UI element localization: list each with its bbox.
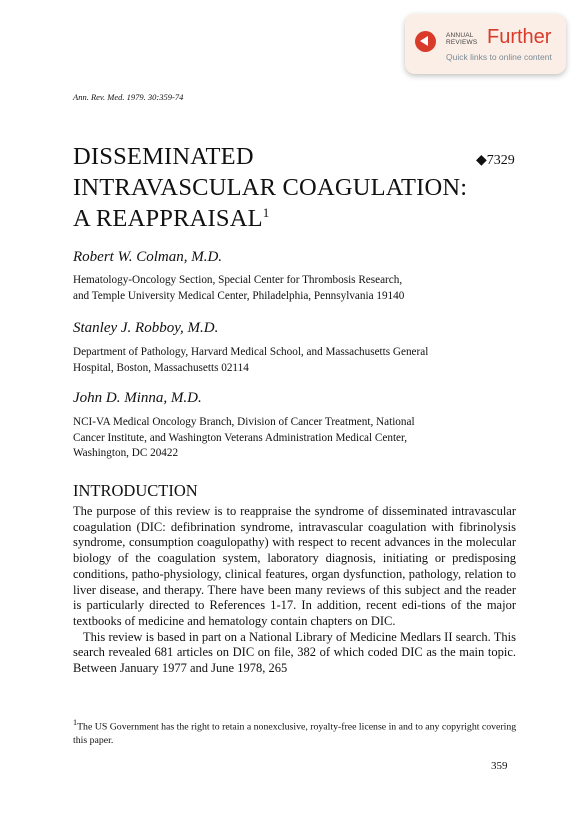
title-line-1: DISSEMINATED [73, 143, 254, 170]
author-affiliation-1 [73, 273, 523, 304]
paragraph: This review is based in part on a National Library of Medicine Medlars II search. This search revealed 681 articles on DIC on file, 382 of which coded DIC as the main topic. Between January 1977 and June 1978, 265 [73, 629, 516, 676]
further-label: Further [487, 26, 552, 48]
author-name-2: Stanley J. Robboy, M.D. [73, 320, 219, 336]
title-line-3-text: A REAPPRAISAL [73, 205, 263, 232]
body-text [73, 504, 516, 677]
title-line-2: INTRAVASCULAR COAGULATION: [73, 174, 468, 201]
quick-links-label: Quick links to online content [446, 52, 552, 62]
footnote-mark: 1 [73, 718, 78, 727]
affiliation-line: Washington, DC 20422 [73, 447, 179, 459]
running-head: Ann. Rev. Med. 1979. 30:359-74 [73, 92, 184, 102]
article-code: ◆7329 [476, 153, 515, 168]
annual-label: ANNUAL [446, 32, 474, 39]
author-affiliation-3 [73, 415, 523, 462]
affiliation-line: and Temple University Medical Center, Philadelphia, Pennsylvania 19140 [73, 289, 405, 302]
title-line-3 [73, 203, 493, 234]
footnote [73, 716, 523, 748]
affiliation-line: Hospital, Boston, Massachusetts 02114 [73, 361, 249, 374]
author-affiliation-2 [73, 345, 523, 376]
title-footnote-mark: 1 [262, 204, 270, 220]
affiliation-line: NCI-VA Medical Oncology Branch, Division of Cancer Treatment, National [73, 416, 415, 428]
affiliation-line: Cancer Institute, and Washington Veterans Administration Medical Center, [73, 431, 408, 444]
paragraph: The purpose of this review is to reappraise the syndrome of disseminated intravascular coagulation (DIC: defibrination syndrome, intravascular coagulation with fibrinolysis syndrome, consumption coagulopathy) with respect to recent advances in the molecular biology of the coagulation system, laboratory diagnosis, initiating or predisposing conditions, patho-physiology, clinical features, organ dysfunction, pathology, relation to liver disease, and therapy. There have been many reviews of this subject and the reader is particularly directed to References 1-17. In addition, recent edi-tions of the major textbooks of medicine and hematology contain chapters on DIC. [73, 504, 516, 628]
page-number: 359 [491, 760, 508, 772]
footnote-text: The US Government has the right to retain a nonexclusive, royalty-free license in and to any copyright covering this paper. [73, 721, 517, 747]
affiliation-line: Hematology-Oncology Section, Special Center for Thrombosis Research, [73, 274, 403, 286]
author-name-1: Robert W. Colman, M.D. [73, 249, 223, 265]
annual-reviews-further-badge[interactable] [405, 14, 566, 74]
section-heading: INTRODUCTION [73, 481, 198, 500]
annual-reviews-logo-text [446, 32, 486, 46]
author-name-3: John D. Minna, M.D. [73, 390, 202, 406]
article-title [73, 141, 493, 234]
reviews-label: REVIEWS [446, 39, 478, 46]
affiliation-line: Department of Pathology, Harvard Medical School, and Massachusetts General [73, 346, 429, 358]
further-arrow-icon [415, 31, 436, 52]
